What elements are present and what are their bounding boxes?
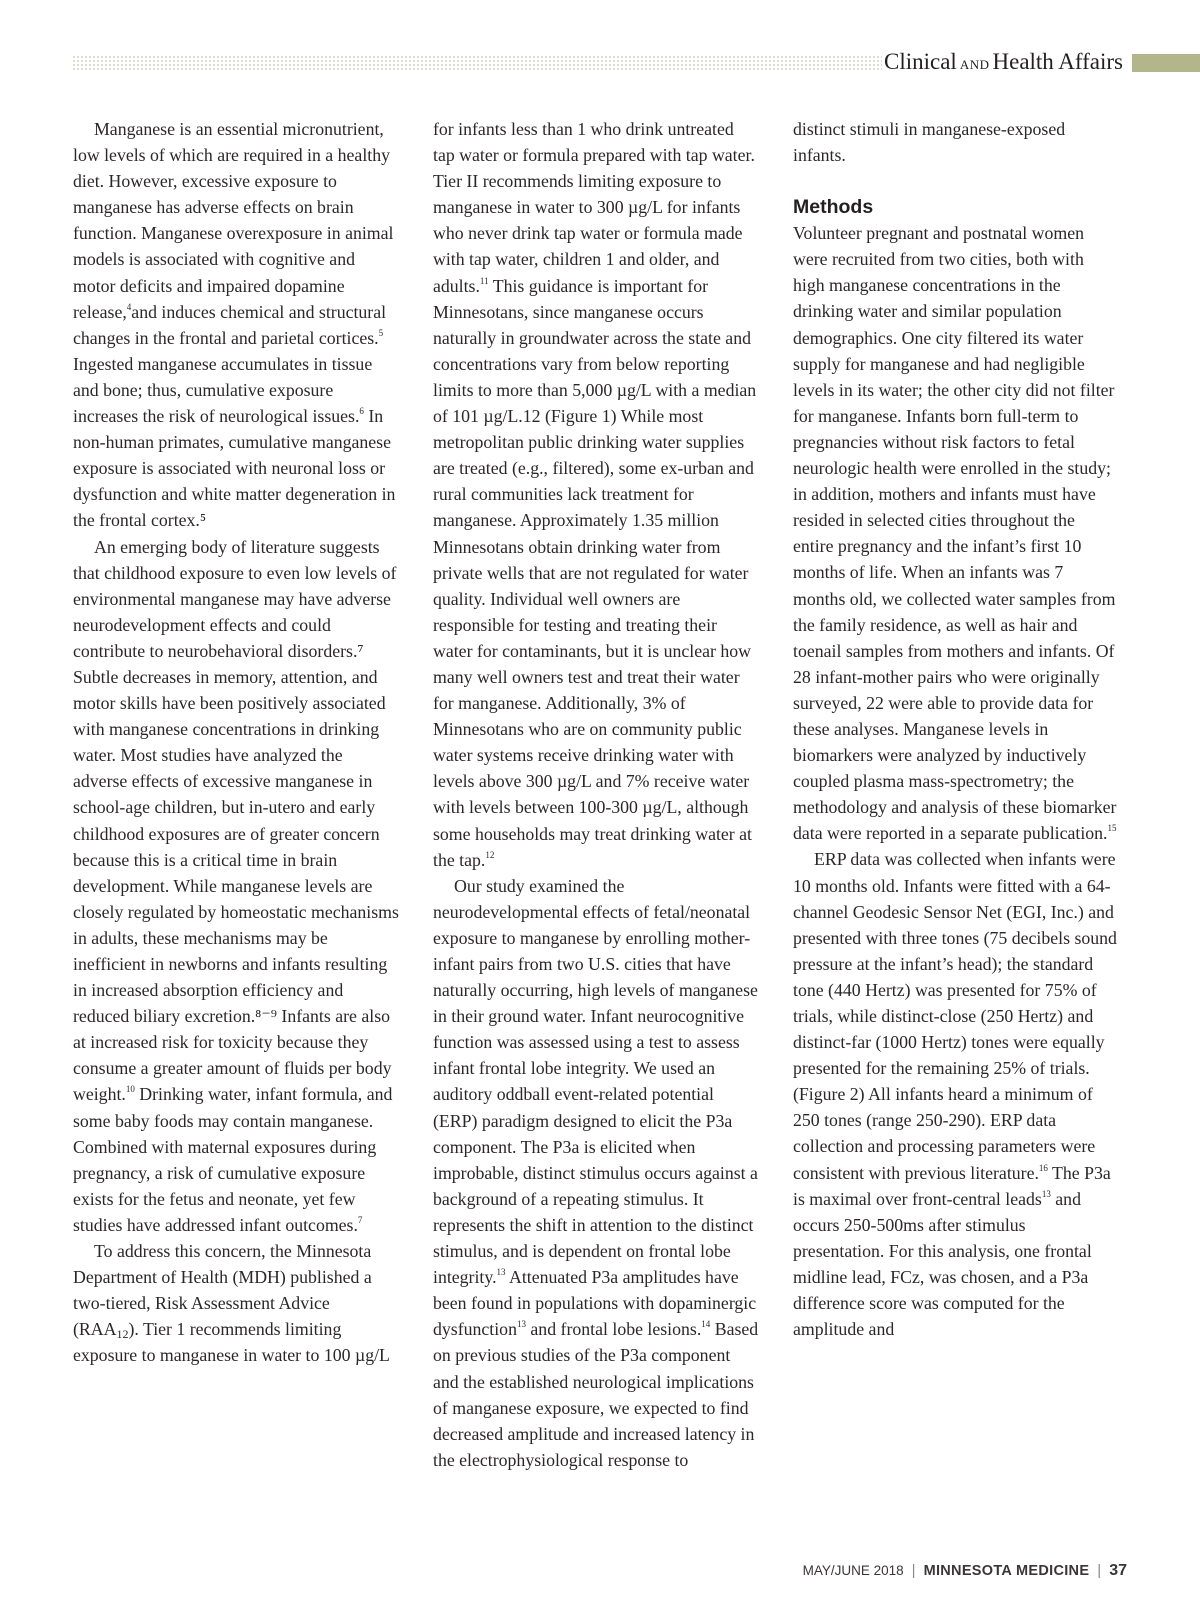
footer-issue: MAY/JUNE 2018 bbox=[802, 1563, 904, 1578]
footer-separator: | bbox=[1097, 1562, 1102, 1579]
header-accent-bar bbox=[1132, 54, 1200, 72]
header-title-clinical: Clinical bbox=[884, 49, 957, 74]
header-dotted-rule bbox=[72, 55, 882, 71]
paragraph-mdh-advice: To address this concern, the Minnesota Department of Health (MDH) published a two-tiered, Risk Assessment Advice $(RAA_{12})$. Tier 1 recommends limiting exposure to manganese in water to 100 µg/L bbox=[73, 1241, 390, 1366]
paragraph-erp: ERP data was collected when infants were 10 months old. Infants were fitted with a 64-channel Geodesic Sensor Net (EGI, Inc.) and presented with three tones (75 decibels sound pressure at the infant’s head); the standard tone (440 Hertz) was presented for 75% of trials, while distinct-close (250 Hertz) and distinct-far (1000 Hertz) tones were equally presented for the remaining 25% of trials. (Figure 2) All infants heard a minimum of 250 tones (range 250-290). ERP data collection and processing parameters were consistent with previous literature.$^{16}$ The P3a is maximal over front-central leads$^{13}$ and occurs 250-500ms after stimulus presentation. For this analysis, one frontal midline lead, FCz, was chosen, and a P3a difference score was computed for the amplitude and bbox=[793, 849, 1117, 1340]
column-3 bbox=[793, 116, 1119, 1342]
section-header bbox=[884, 48, 1123, 79]
paragraph-guidance: for infants less than 1 who drink untreated tap water or formula prepared with tap water. Tier II recommends limiting exposure to manganese in water to 300 µg/L for infants who never drink tap water or formula made with tap water, children 1 and older, and adults.$^{11}$ This guidance is important for Minnesotans, since manganese occurs naturally in groundwater across the state and concentrations vary from below reporting limits to more than 5,000 µg/L with a median of 101 µg/L.12 (Figure 1) While most metropolitan public drinking water supplies are treated (e.g., filtered), some ex-urban and rural communities lack treatment for manganese. Approximately 1.35 million Minnesotans obtain drinking water from private wells that are not regulated for water quality. Individual well owners are responsible for testing and treating their water for contaminants, but it is unclear how many well owners test and treat their water for manganese. Additionally, 3% of Minnesotans who are on community public water systems receive drinking water with levels above 300 µg/L and 7% receive water with levels between 100-300 µg/L, although some households may treat drinking water at the tap.$^{12}$ bbox=[433, 119, 757, 870]
paragraph-study: Our study examined the neurodevelopmental effects of fetal/neonatal exposure to manganese by enrolling mother-infant pairs from two U.S. cities that have naturally occurring, high levels of manganese in their ground water. Infant neurocognitive function was assessed using a test to assess infant frontal lobe integrity. We used an auditory oddball event-related potential (ERP) paradigm designed to elicit the P3a component. The P3a is elicited when improbable, distinct stimulus occurs against a background of a repeating stimulus. It represents the shift in attention to the distinct stimulus, and is dependent on frontal lobe integrity.$^{13}$ Attenuated P3a amplitudes have been found in populations with dopaminergic dysfunction$^{13}$ and frontal lobe lesions.$^{14}$ Based on previous studies of the P3a component and the established neurological implications of manganese exposure, we expected to find decreased amplitude and increased latency in the electrophysiological response to bbox=[433, 875, 759, 1470]
column-2 bbox=[433, 116, 759, 1473]
paragraph-literature: An emerging body of literature suggests that childhood exposure to even low levels of environmental manganese may have adverse neurodevelopment effects and could contribute to neurobehavioral disorders.⁷ Subtle decreases in memory, attention, and motor skills have been positively associated with manganese concentrations in drinking water. Most studies have analyzed the adverse effects of excessive manganese in school-age children, but in-utero and early childhood exposures are of greater concern because this is a critical time in brain development. While manganese levels are closely regulated by homeostatic mechanisms in adults, these mechanisms may be inefficient in newborns and infants resulting in increased absorption efficiency and reduced biliary excretion.⁸⁻⁹ Infants are also at increased risk for toxicity because they consume a greater amount of fluids per body weight.$^{10}$ Drinking water, infant formula, and some baby foods may contain manganese. Combined with maternal exposures during pregnancy, a risk of cumulative exposure exists for the fetus and neonate, yet few studies have addressed infant outcomes.$^7$ bbox=[73, 536, 399, 1235]
header-title-and: AND bbox=[959, 57, 990, 72]
footer-journal: MINNESOTA MEDICINE bbox=[923, 1563, 1090, 1579]
header-title-health-affairs: Health Affairs bbox=[992, 49, 1124, 74]
paragraph-continuation: distinct stimuli in manganese-exposed infants. bbox=[793, 119, 1066, 166]
paragraph-intro: Manganese is an essential micronutrient, low levels of which are required in a healthy diet. However, excessive exposure to manganese has adverse effects on brain function. Manganese overexposure in animal models is associated with cognitive and motor deficits and impaired dopamine release,$^4$and induces chemical and structural changes in the frontal and parietal cortices.$^5$ Ingested manganese accumulates in tissue and bone; thus, cumulative exposure increases the risk of neurological issues.$^6$ In non-human primates, cumulative manganese exposure is associated with neuronal loss or dysfunction and white matter degeneration in the frontal cortex.⁵ bbox=[73, 119, 396, 531]
page-footer bbox=[803, 1562, 1127, 1580]
column-1 bbox=[73, 116, 399, 1369]
methods-heading: Methods bbox=[793, 196, 874, 219]
footer-separator: | bbox=[911, 1562, 916, 1579]
page-number: 37 bbox=[1109, 1562, 1127, 1579]
paragraph-methods: Volunteer pregnant and postnatal women were recruited from two cities, both with high manganese concentrations in the drinking water and similar population demographics. One city filtered its water supply for manganese and had negligible levels in its water; the other city did not filter for manganese. Infants born full-term to pregnancies without risk factors to fetal neurologic health were enrolled in the study; in addition, mothers and infants must have resided in selected cities throughout the entire pregnancy and the infant’s first 10 months of life. When an infants was 7 months old, we collected water samples from the family residence, as well as hair and toenail samples from mothers and infants. Of 28 infant-mother pairs who were originally surveyed, 22 were able to provide data for these analyses. Manganese levels in biomarkers were analyzed by inductively coupled plasma mass-spectrometry; the methodology and analysis of these biomarker data were reported in a separate publication.$^{15}$ bbox=[793, 223, 1117, 844]
